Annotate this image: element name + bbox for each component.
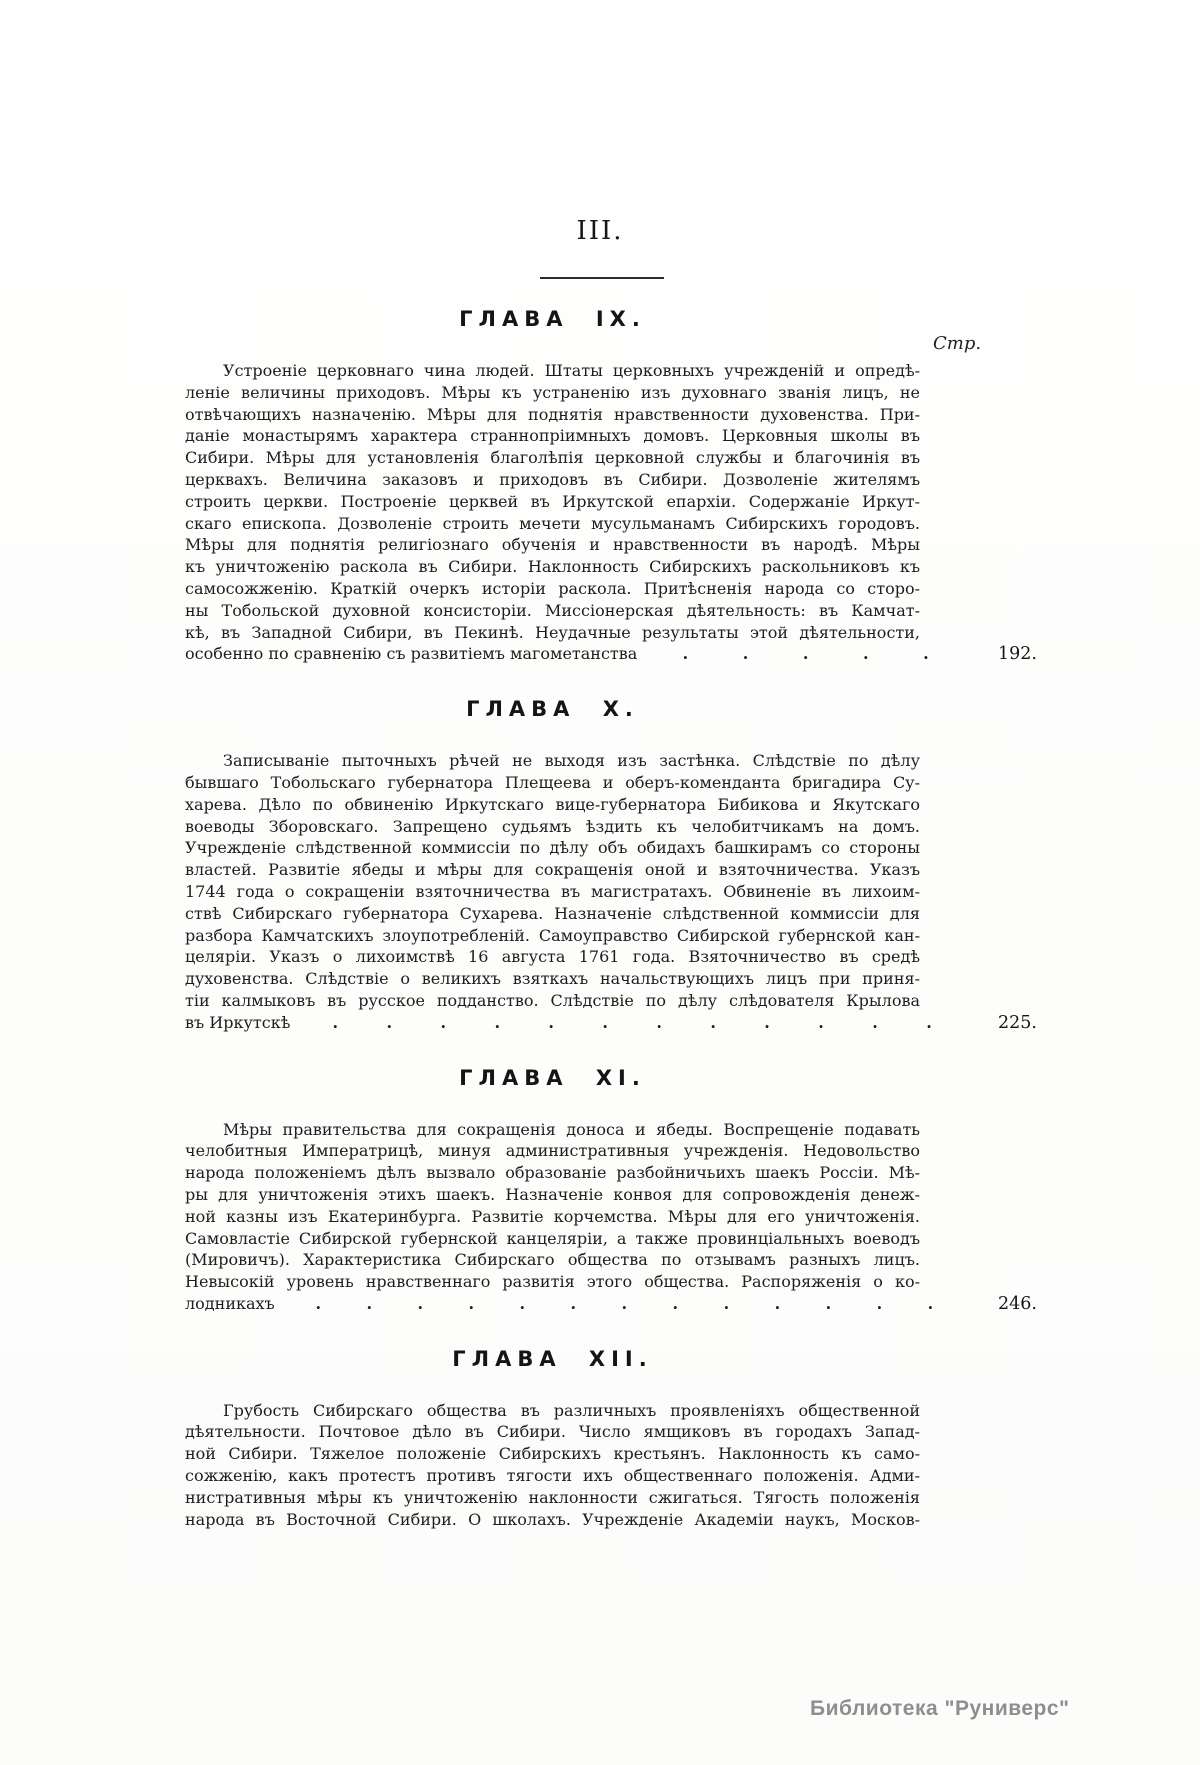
toc-line: церквахъ. Величина заказовъ и приходовъ въ Сибири. Дозволеніе жителямъ (185, 469, 920, 489)
toc-line: нистративныя мѣры къ уничтоженію наклонности сжигаться. Тягость положенія (185, 1487, 920, 1507)
toc-line: скаго епископа. Дозволеніе строить мечети мусульманамъ Сибирскихъ городовъ. (185, 513, 920, 533)
toc-line: ной казны изъ Екатеринбурга. Развитіе корчемства. Мѣры для его уничтоженія. (185, 1206, 920, 1226)
chapter-section (185, 1346, 920, 1531)
toc-line: челобитныя Императрицѣ, минуя административныя учрежденія. Недовольство (185, 1141, 920, 1161)
chapter-last-line: въ Иркутскѣ (185, 1012, 291, 1032)
toc-line: къ уничтоженію раскола въ Сибири. Наклонность Сибирскихъ раскольниковъ къ (185, 557, 920, 577)
toc-line: ной Сибири. Тяжелое положеніе Сибирскихъ крестьянъ. Наклонность къ само- (185, 1444, 920, 1464)
dot-leader: . . . . . . . . . . . . . (315, 1293, 934, 1313)
table-of-contents (185, 306, 1037, 1560)
toc-line: Записываніе пыточныхъ рѣчей не выходя изъ застѣнка. Слѣдствіе по дѣлу (223, 751, 920, 771)
toc-line: строить церкви. Построеніе церквей въ Иркутской епархіи. Содержаніе Иркут- (185, 491, 920, 511)
toc-line: дѣятельности. Почтовое дѣло въ Сибири. Число ямщиковъ въ городахъ Запад- (185, 1422, 920, 1442)
toc-line: харева. Дѣло по обвиненію Иркутскаго вице-губернатора Бибикова и Якутскаго (185, 794, 920, 814)
toc-line: Мѣры правительства для сокращенія доноса и ябеды. Воспрещеніе подавать (223, 1119, 920, 1139)
chapter-last-line: особенно по сравненію съ развитіемъ магометанства (185, 644, 638, 664)
toc-line: Мѣры для поднятія религіознаго обученія и нравственности въ народѣ. Мѣры (185, 535, 920, 555)
chapter-lines (185, 1119, 920, 1293)
chapter-section (185, 696, 1037, 1034)
chapter-last-row (185, 1012, 1037, 1035)
dot-leader: . . . . . (682, 644, 929, 664)
chapter-section (185, 1065, 1037, 1316)
toc-line: Учрежденіе слѣдственной коммиссіи по дѣлу объ обидахъ башкирамъ со стороны (185, 838, 920, 858)
chapter-lines (185, 750, 920, 1012)
chapter-last-row (185, 643, 1037, 666)
chapter-section (185, 306, 1037, 666)
divider-rule (540, 277, 664, 279)
toc-line: даніе монастырямъ характера страннопріимныхъ домовъ. Церковныя школы въ (185, 426, 920, 446)
page-ref: 225. (998, 1012, 1037, 1033)
toc-line: тіи калмыковъ въ русское подданство. Слѣдствіе по дѣлу слѣдователя Крылова (185, 990, 920, 1010)
page-ref: 246. (998, 1293, 1037, 1314)
toc-line: властей. Развитіе ябеды и мѣры для сокращенія оной и взяточничества. Указъ (185, 860, 920, 880)
toc-line: целяріи. Указъ о лихоимствѣ 16 августа 1761 года. Взяточничество въ средѣ (185, 947, 920, 967)
chapter-lines (185, 1400, 920, 1531)
chapter-heading: ГЛАВА XII. (452, 1346, 653, 1371)
toc-line: кѣ, въ Западной Сибири, въ Пекинѣ. Неудачные результаты этой дѣятельности, (185, 622, 920, 642)
toc-line: Устроеніе церковнаго чина людей. Штаты церковныхъ учрежденій и опредѣ- (223, 361, 920, 380)
toc-line: ны Тобольской духовной консисторіи. Миссіонерская дѣятельность: въ Камчат- (185, 600, 920, 620)
toc-line: Невысокій уровень нравственнаго развитія этого общества. Распоряженія о ко- (185, 1272, 920, 1292)
watermark: Библиотека "Руниверс" (810, 1697, 1070, 1720)
toc-line: 1744 года о сокращеніи взяточничества въ магистратахъ. Обвиненіе въ лихоим- (185, 881, 920, 901)
toc-line: Грубость Сибирскаго общества въ различныхъ проявленіяхъ общественной (223, 1400, 920, 1420)
chapter-last-row (185, 1293, 1037, 1316)
toc-line: леніе величины приходовъ. Мѣры къ устраненію изъ духовнаго званія лицъ, не (185, 382, 920, 402)
chapter-heading: ГЛАВА X. (466, 697, 639, 722)
chapter-last-line: лодникахъ (185, 1293, 275, 1313)
toc-line: бывшаго Тобольскаго губернатора Плещеева и оберъ-коменданта бригадира Су- (185, 772, 920, 792)
toc-line: народа положеніемъ дѣлъ вызвало образованіе разбойничьихъ шаекъ Россіи. Мѣ- (185, 1163, 920, 1183)
dot-leader: . . . . . . . . . . . . (332, 1012, 932, 1032)
page-part-number: III. (576, 216, 624, 246)
toc-line: народа въ Восточной Сибири. О школахъ. Учрежденіе Академіи наукъ, Москов- (185, 1509, 920, 1529)
page-column-header: Стр. (933, 333, 982, 354)
toc-line: Самовластіе Сибирской губернской канцеляріи, а также провинціальныхъ воеводъ (185, 1228, 920, 1248)
chapter-heading: ГЛАВА IX. (459, 307, 646, 331)
toc-line: воеводы Зборовскаго. Запрещено судьямъ ѣздить къ челобитчикамъ на домъ. (185, 816, 920, 836)
toc-line: разбора Камчатскихъ злоупотребленій. Самоуправство Сибирской губернской кан- (185, 925, 920, 945)
toc-line: ры для уничтоженія этихъ шаекъ. Назначеніе конвоя для сопровожденія денеж- (185, 1184, 920, 1204)
toc-line: духовенства. Слѣдствіе о великихъ взяткахъ начальствующихъ лицъ при приня- (185, 969, 920, 989)
toc-line: (Мировичъ). Характеристика Сибирскаго общества по отзывамъ разныхъ лицъ. (185, 1250, 920, 1270)
page-ref: 192. (998, 644, 1037, 665)
chapter-heading: ГЛАВА XI. (459, 1065, 646, 1090)
toc-line: Сибири. Мѣры для установленія благолѣпія церковной службы и благочинія въ (185, 448, 920, 468)
toc-line: самосожженію. Краткій очеркъ исторіи раскола. Притѣсненія народа со сторо- (185, 578, 920, 598)
chapter-lines (185, 360, 920, 643)
toc-line: ствѣ Сибирскаго губернатора Сухарева. Назначеніе слѣдственной коммиссіи для (185, 903, 920, 923)
toc-line: сожженію, какъ протестъ противъ тягости ихъ общественнаго положенія. Адми- (185, 1466, 920, 1486)
toc-line: отвѣчающихъ назначенію. Мѣры для поднятія нравственности духовенства. При- (185, 404, 920, 424)
